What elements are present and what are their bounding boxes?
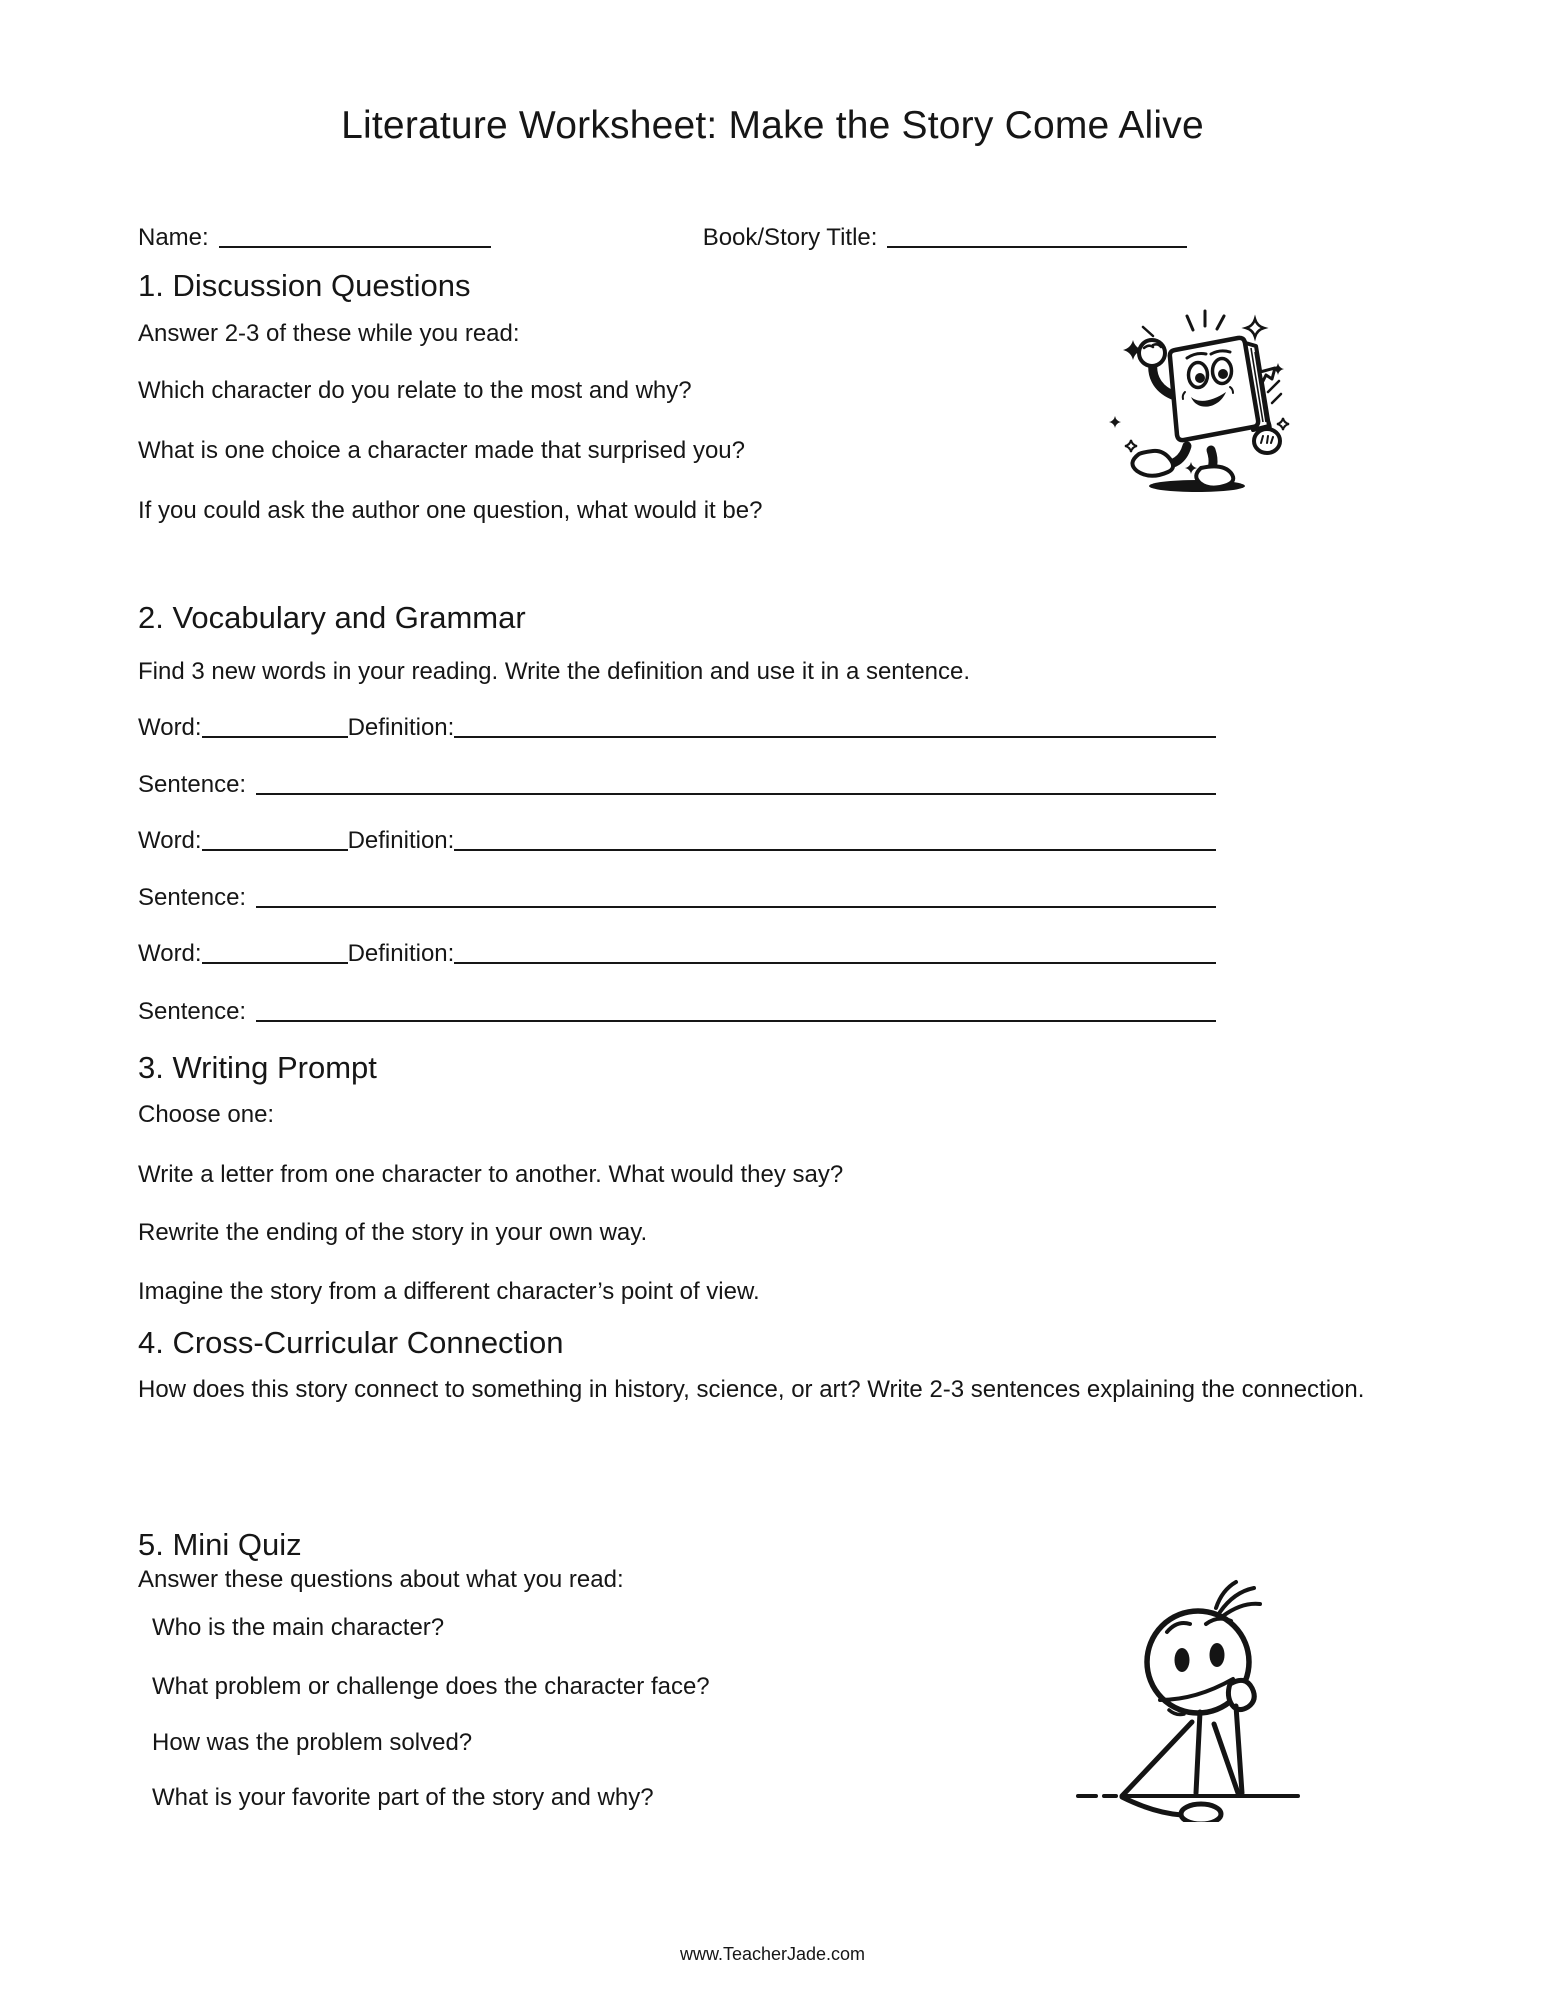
page-title: Literature Worksheet: Make the Story Come Alive xyxy=(341,104,1204,147)
sentence-input-line[interactable] xyxy=(256,792,1216,795)
walking-book-mascot-icon xyxy=(1095,308,1300,496)
vocab-word-row xyxy=(138,827,1216,855)
name-label: Name: xyxy=(138,224,209,251)
section-heading-writing: 3. Writing Prompt xyxy=(138,1050,377,1085)
word-input-line[interactable] xyxy=(202,848,348,851)
writing-prompt: Imagine the story from a different character’s point of view. xyxy=(138,1278,760,1305)
cross-curricular-body: How does this story connect to something in history, science, or art? Write 2-3 sentences explaining the connection. xyxy=(138,1376,1365,1403)
section-heading-vocabulary: 2. Vocabulary and Grammar xyxy=(138,600,526,635)
thinking-stick-figure-icon xyxy=(1070,1542,1350,1822)
sentence-input-line[interactable] xyxy=(256,905,1216,908)
writing-intro: Choose one: xyxy=(138,1101,275,1128)
header-fields-row xyxy=(138,224,1216,252)
word-label: Word: xyxy=(138,940,202,967)
word-label: Word: xyxy=(138,827,202,854)
writing-prompt: Write a letter from one character to another. What would they say? xyxy=(138,1161,844,1188)
definition-label: Definition: xyxy=(347,940,455,967)
sentence-input-line[interactable] xyxy=(256,1019,1216,1022)
section-heading-mini-quiz: 5. Mini Quiz xyxy=(138,1527,302,1562)
definition-input-line[interactable] xyxy=(454,961,1216,964)
definition-label: Definition: xyxy=(347,827,455,854)
discussion-intro: Answer 2-3 of these while you read: xyxy=(138,320,520,347)
word-label: Word: xyxy=(138,714,202,741)
word-input-line[interactable] xyxy=(202,961,348,964)
footer-url: www.TeacherJade.com xyxy=(679,1944,866,1964)
quiz-question: Who is the main character? xyxy=(152,1614,445,1641)
discussion-question: If you could ask the author one question, what would it be? xyxy=(138,497,763,524)
thinking-stick-figure-illustration xyxy=(1070,1542,1350,1822)
vocab-sentence-row xyxy=(138,998,1216,1026)
vocab-sentence-row xyxy=(138,884,1216,912)
word-input-line[interactable] xyxy=(202,735,348,738)
quiz-question: What problem or challenge does the character face? xyxy=(152,1673,710,1700)
discussion-question: What is one choice a character made that surprised you? xyxy=(138,437,745,464)
vocabulary-intro: Find 3 new words in your reading. Write the definition and use it in a sentence. xyxy=(138,658,971,685)
walking-book-mascot-illustration xyxy=(1095,308,1300,496)
sentence-label: Sentence: xyxy=(138,884,247,911)
book-title-input-line[interactable] xyxy=(887,245,1187,248)
vocab-word-row xyxy=(138,940,1216,968)
sentence-label: Sentence: xyxy=(138,998,247,1025)
name-input-line[interactable] xyxy=(219,245,491,248)
section-heading-discussion: 1. Discussion Questions xyxy=(138,268,471,303)
book-title-label: Book/Story Title: xyxy=(702,224,878,251)
definition-label: Definition: xyxy=(347,714,455,741)
discussion-question: Which character do you relate to the most and why? xyxy=(138,377,692,404)
quiz-question: What is your favorite part of the story and why? xyxy=(152,1784,654,1811)
vocab-word-row xyxy=(138,714,1216,742)
quiz-question: How was the problem solved? xyxy=(152,1729,473,1756)
definition-input-line[interactable] xyxy=(454,735,1216,738)
section-heading-cross-curricular: 4. Cross-Curricular Connection xyxy=(138,1325,564,1360)
mini-quiz-intro: Answer these questions about what you read: xyxy=(138,1566,624,1593)
sentence-label: Sentence: xyxy=(138,771,247,798)
writing-prompt: Rewrite the ending of the story in your own way. xyxy=(138,1219,648,1246)
vocab-sentence-row xyxy=(138,771,1216,799)
definition-input-line[interactable] xyxy=(454,848,1216,851)
